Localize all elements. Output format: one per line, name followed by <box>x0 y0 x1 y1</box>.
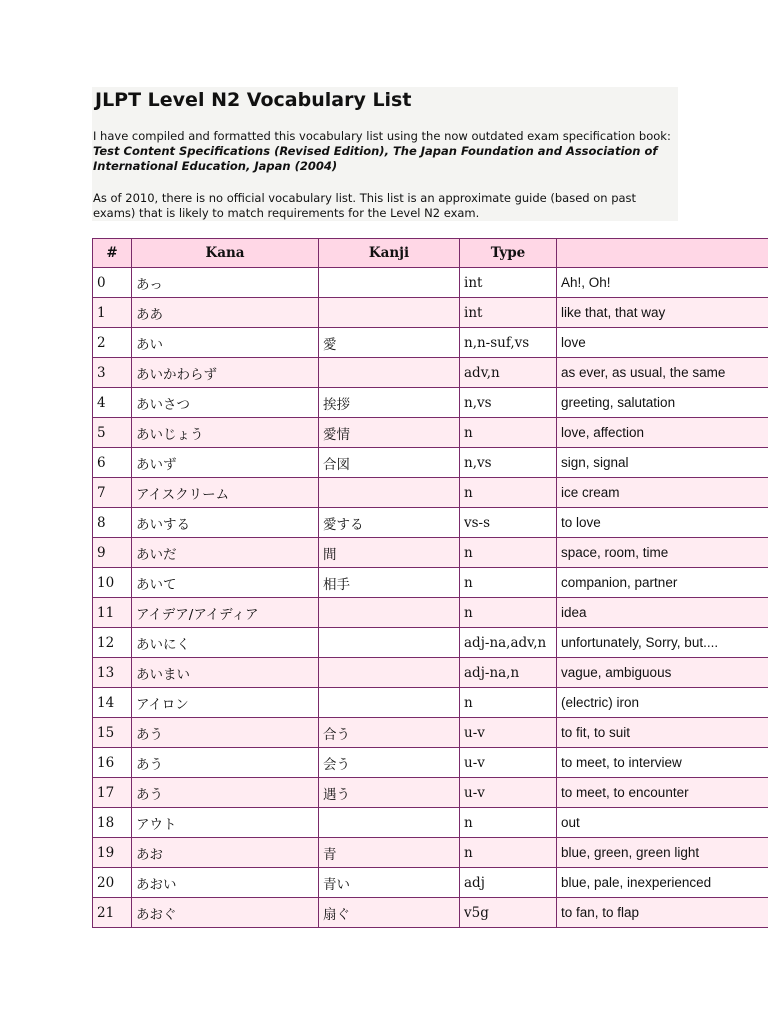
meaning-cell: companion, partner <box>557 568 768 598</box>
meaning-cell: to fit, to suit <box>557 718 768 748</box>
header-kanji: Kanji <box>319 239 460 268</box>
row-number: 12 <box>93 628 132 658</box>
type-cell: n <box>460 838 557 868</box>
type-cell: n <box>460 538 557 568</box>
table-body <box>93 268 768 928</box>
kana-cell: アイロン <box>132 688 319 718</box>
table-row <box>93 538 768 568</box>
row-number: 13 <box>93 658 132 688</box>
kana-cell: あう <box>132 778 319 808</box>
meaning-cell: to fan, to flap <box>557 898 768 928</box>
row-number: 21 <box>93 898 132 928</box>
meaning-cell: ice cream <box>557 478 768 508</box>
row-number: 1 <box>93 298 132 328</box>
type-cell: n <box>460 688 557 718</box>
meaning-cell: Ah!, Oh! <box>557 268 768 298</box>
meaning-cell: love, affection <box>557 418 768 448</box>
table-row <box>93 868 768 898</box>
row-number: 2 <box>93 328 132 358</box>
kana-cell: アウト <box>132 808 319 838</box>
type-cell: n <box>460 568 557 598</box>
kana-cell: あいにく <box>132 628 319 658</box>
type-cell: n,vs <box>460 448 557 478</box>
vocabulary-table <box>92 238 768 928</box>
type-cell: int <box>460 268 557 298</box>
row-number: 4 <box>93 388 132 418</box>
type-cell: adj <box>460 868 557 898</box>
table-row <box>93 328 768 358</box>
type-cell: n <box>460 418 557 448</box>
kanji-cell <box>319 358 460 388</box>
row-number: 3 <box>93 358 132 388</box>
meaning-cell: unfortunately, Sorry, but.... <box>557 628 768 658</box>
table-row <box>93 718 768 748</box>
meaning-cell: to meet, to encounter <box>557 778 768 808</box>
kana-cell: アイデア/アイディア <box>132 598 319 628</box>
kana-cell: あいじょう <box>132 418 319 448</box>
kana-cell: あっ <box>132 268 319 298</box>
kanji-cell: 間 <box>319 538 460 568</box>
intro-paragraph-source <box>93 129 677 174</box>
intro-paragraph-disclaimer: As of 2010, there is no official vocabulary list. This list is an approximate guide (based on past exams) that is likely to match requirements for the Level N2 exam. <box>93 191 637 220</box>
meaning-cell: like that, that way <box>557 298 768 328</box>
row-number: 9 <box>93 538 132 568</box>
kanji-cell <box>319 808 460 838</box>
type-cell: adj-na,n <box>460 658 557 688</box>
meaning-cell: (electric) iron <box>557 688 768 718</box>
kana-cell: あい <box>132 328 319 358</box>
row-number: 10 <box>93 568 132 598</box>
row-number: 15 <box>93 718 132 748</box>
kanji-cell: 合う <box>319 718 460 748</box>
row-number: 14 <box>93 688 132 718</box>
type-cell: vs-s <box>460 508 557 538</box>
kana-cell: あいする <box>132 508 319 538</box>
kanji-cell: 会う <box>319 748 460 778</box>
type-cell: n,vs <box>460 388 557 418</box>
kanji-cell <box>319 658 460 688</box>
header-kana: Kana <box>132 239 319 268</box>
kanji-cell: 愛 <box>319 328 460 358</box>
kanji-cell: 相手 <box>319 568 460 598</box>
table-row <box>93 448 768 478</box>
kana-cell: アイスクリーム <box>132 478 319 508</box>
type-cell: int <box>460 298 557 328</box>
table-row <box>93 898 768 928</box>
kana-cell: あう <box>132 718 319 748</box>
kana-cell: あいまい <box>132 658 319 688</box>
type-cell: u-v <box>460 778 557 808</box>
table-row <box>93 268 768 298</box>
kana-cell: あいて <box>132 568 319 598</box>
table-row <box>93 298 768 328</box>
meaning-cell: sign, signal <box>557 448 768 478</box>
kana-cell: ああ <box>132 298 319 328</box>
page-title: JLPT Level N2 Vocabulary List <box>95 89 412 111</box>
row-number: 6 <box>93 448 132 478</box>
meaning-cell: love <box>557 328 768 358</box>
table-row <box>93 388 768 418</box>
kanji-cell <box>319 628 460 658</box>
table-row <box>93 478 768 508</box>
table-row <box>93 748 768 778</box>
intro-section <box>92 87 678 221</box>
table-row <box>93 658 768 688</box>
kana-cell: あいだ <box>132 538 319 568</box>
row-number: 16 <box>93 748 132 778</box>
meaning-cell: idea <box>557 598 768 628</box>
table-row <box>93 688 768 718</box>
table-row <box>93 628 768 658</box>
header-type: Type <box>460 239 557 268</box>
type-cell: u-v <box>460 748 557 778</box>
type-cell: n <box>460 808 557 838</box>
type-cell: adj-na,adv,n <box>460 628 557 658</box>
type-cell: adv,n <box>460 358 557 388</box>
meaning-cell: out <box>557 808 768 838</box>
kana-cell: あいず <box>132 448 319 478</box>
kanji-cell <box>319 268 460 298</box>
row-number: 7 <box>93 478 132 508</box>
kanji-cell: 扇ぐ <box>319 898 460 928</box>
kana-cell: あお <box>132 838 319 868</box>
meaning-cell: to meet, to interview <box>557 748 768 778</box>
type-cell: u-v <box>460 718 557 748</box>
row-number: 18 <box>93 808 132 838</box>
row-number: 17 <box>93 778 132 808</box>
table-row <box>93 508 768 538</box>
meaning-cell: as ever, as usual, the same <box>557 358 768 388</box>
table-row <box>93 808 768 838</box>
kanji-cell <box>319 478 460 508</box>
kanji-cell: 挨拶 <box>319 388 460 418</box>
table-row <box>93 598 768 628</box>
kanji-cell: 合図 <box>319 448 460 478</box>
intro-source-text: I have compiled and formatted this vocabulary list using the now outdated exam specification book: <box>93 129 671 143</box>
type-cell: n,n-suf,vs <box>460 328 557 358</box>
kanji-cell <box>319 688 460 718</box>
table-row <box>93 358 768 388</box>
row-number: 5 <box>93 418 132 448</box>
meaning-cell: greeting, salutation <box>557 388 768 418</box>
type-cell: v5g <box>460 898 557 928</box>
meaning-cell: space, room, time <box>557 538 768 568</box>
kana-cell: あう <box>132 748 319 778</box>
intro-book-citation: Test Content Specifications (Revised Edition), The Japan Foundation and Association of International Education, Japan (2004) <box>93 144 658 173</box>
meaning-cell: blue, green, green light <box>557 838 768 868</box>
kanji-cell: 愛する <box>319 508 460 538</box>
table-header-row <box>93 239 768 268</box>
type-cell: n <box>460 478 557 508</box>
meaning-cell: vague, ambiguous <box>557 658 768 688</box>
kana-cell: あいかわらず <box>132 358 319 388</box>
type-cell: n <box>460 598 557 628</box>
kanji-cell <box>319 298 460 328</box>
kana-cell: あおぐ <box>132 898 319 928</box>
kana-cell: あいさつ <box>132 388 319 418</box>
row-number: 8 <box>93 508 132 538</box>
kanji-cell <box>319 598 460 628</box>
kanji-cell: 青 <box>319 838 460 868</box>
table-row <box>93 418 768 448</box>
row-number: 11 <box>93 598 132 628</box>
header-number: # <box>93 239 132 268</box>
row-number: 0 <box>93 268 132 298</box>
table-row <box>93 838 768 868</box>
meaning-cell: to love <box>557 508 768 538</box>
kanji-cell: 遇う <box>319 778 460 808</box>
meaning-cell: blue, pale, inexperienced <box>557 868 768 898</box>
kanji-cell: 愛情 <box>319 418 460 448</box>
table-row <box>93 778 768 808</box>
row-number: 20 <box>93 868 132 898</box>
header-meaning <box>557 239 768 268</box>
kana-cell: あおい <box>132 868 319 898</box>
table-row <box>93 568 768 598</box>
kanji-cell: 青い <box>319 868 460 898</box>
row-number: 19 <box>93 838 132 868</box>
